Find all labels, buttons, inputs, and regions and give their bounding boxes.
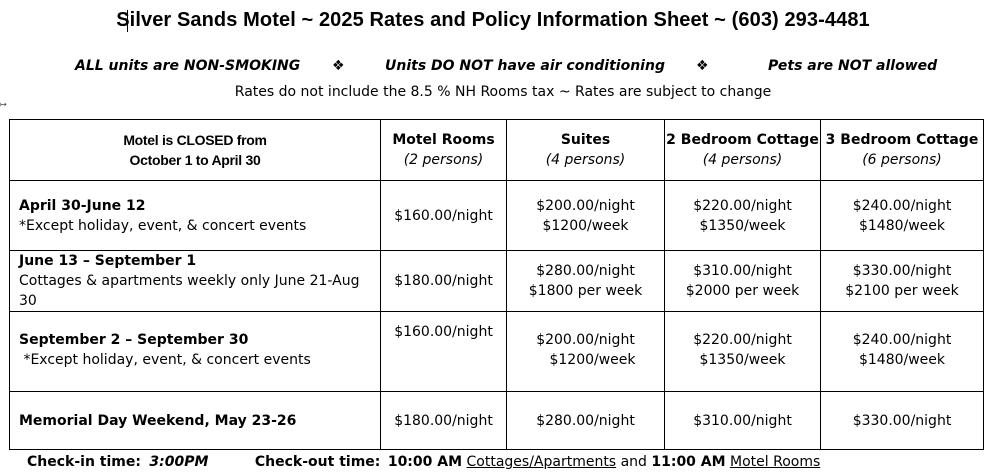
column-name: 2 Bedroom Cottage — [666, 132, 819, 148]
column-name: 3 Bedroom Cottage — [825, 132, 979, 148]
nightly-rate: $280.00/night — [536, 263, 635, 279]
rate-cell — [381, 181, 507, 251]
rate-cell — [381, 312, 507, 392]
rate-cell — [821, 181, 984, 251]
rates-table — [9, 119, 984, 450]
column-header-2-bedroom-cottage — [665, 120, 821, 181]
closed-notice-line1: Motel is CLOSED from — [123, 132, 267, 148]
table-row — [10, 312, 984, 392]
column-capacity: (4 persons) — [702, 152, 783, 168]
nightly-rate: $330.00/night — [852, 263, 952, 279]
checkout-time-motel: 11:00 AM — [651, 454, 726, 470]
nightly-rate: $180.00/night — [394, 273, 493, 289]
checkout-label: Check-out time: — [254, 454, 381, 470]
weekly-rate: $2100 per week — [845, 283, 959, 299]
period-cell — [10, 181, 381, 251]
column-header-suites — [507, 120, 665, 181]
nightly-rate: $180.00/night — [394, 412, 493, 429]
period-cell — [10, 312, 381, 392]
nightly-rate: $240.00/night — [852, 331, 952, 348]
diamond-separator-icon: ❖ — [332, 58, 345, 74]
closed-notice-line2: October 1 to April 30 — [129, 152, 261, 168]
weekly-rate: $2000 per week — [685, 283, 800, 299]
table-row — [10, 181, 984, 251]
weekly-rate: $1200/week — [549, 351, 636, 368]
period-note: *Except holiday, event, & concert events — [19, 217, 307, 234]
rate-cell — [821, 251, 984, 312]
checkout-units-motel: Motel Rooms — [730, 454, 821, 470]
rate-cell — [507, 392, 665, 450]
nightly-rate: $310.00/night — [693, 263, 792, 279]
nightly-rate: $240.00/night — [852, 197, 952, 214]
nightly-rate: $220.00/night — [693, 331, 792, 348]
column-name: Motel Rooms — [392, 132, 495, 148]
checkin-time: 3:00PM — [149, 454, 209, 470]
weekly-rate: $1480/week — [858, 351, 946, 368]
period-note: Cottages & apartments weekly only June 21-Aug 30 — [19, 273, 360, 309]
weekly-rate: $1350/week — [699, 217, 786, 234]
checkin-checkout-line — [27, 454, 820, 470]
column-capacity: (2 persons) — [403, 152, 484, 168]
weekly-rate: $1800 per week — [528, 283, 643, 299]
nightly-rate: $200.00/night — [536, 197, 635, 214]
column-name: Suites — [560, 132, 611, 148]
period-dates: Memorial Day Weekend, May 23-26 — [19, 412, 297, 429]
rate-cell — [821, 392, 984, 450]
rate-cell — [665, 251, 821, 312]
rate-cell — [821, 312, 984, 392]
weekly-rate: $1480/week — [858, 217, 946, 234]
period-dates: April 30-June 12 — [19, 197, 146, 214]
rate-cell — [665, 181, 821, 251]
nightly-rate: $160.00/night — [394, 324, 493, 340]
table-header-row — [10, 120, 984, 181]
column-capacity: (6 persons) — [862, 152, 942, 168]
closed-notice-cell — [10, 120, 381, 181]
rate-cell — [665, 392, 821, 450]
table-row — [10, 392, 984, 450]
weekly-rate: $1350/week — [699, 351, 786, 368]
rate-cell — [507, 251, 665, 312]
column-header-3-bedroom-cottage — [821, 120, 984, 181]
nightly-rate: $280.00/night — [536, 412, 635, 429]
column-header-motel-rooms — [381, 120, 507, 181]
period-note: *Except holiday, event, & concert events — [19, 351, 311, 368]
nightly-rate: $330.00/night — [852, 412, 952, 429]
rate-cell — [507, 181, 665, 251]
period-cell — [10, 392, 381, 450]
tax-note: Rates do not include the 8.5 % NH Rooms tax ~ Rates are subject to change — [234, 84, 772, 100]
nightly-rate: $200.00/night — [536, 331, 635, 348]
rate-cell — [381, 392, 507, 450]
checkin-label: Check-in time: — [27, 454, 141, 470]
non-smoking-policy: ALL units are NON-SMOKING — [75, 58, 301, 74]
and-text: and — [620, 454, 647, 470]
weekly-rate: $1200/week — [542, 217, 629, 234]
checkout-units-cottages: Cottages/Apartments — [466, 454, 617, 470]
column-capacity: (4 persons) — [545, 152, 626, 168]
rate-cell — [665, 312, 821, 392]
nightly-rate: $220.00/night — [693, 197, 792, 214]
no-pets-policy: Pets are NOT allowed — [768, 58, 938, 74]
table-move-handle-icon[interactable]: ↦ — [0, 100, 7, 109]
period-dates: June 13 – September 1 — [19, 253, 197, 269]
checkout-time-cottages: 10:00 AM — [387, 454, 463, 470]
table-row — [10, 251, 984, 312]
period-cell — [10, 251, 381, 312]
period-dates: September 2 – September 30 — [19, 331, 249, 348]
diamond-separator-icon: ❖ — [696, 58, 709, 74]
no-ac-policy: Units DO NOT have air conditioning — [385, 58, 665, 74]
nightly-rate: $310.00/night — [693, 412, 792, 429]
policy-line — [0, 58, 986, 78]
nightly-rate: $160.00/night — [394, 207, 493, 224]
rate-cell — [507, 312, 665, 392]
rate-cell — [381, 251, 507, 312]
page-title: Silver Sands Motel ~ 2025 Rates and Policy Information Sheet ~ (603) 293-4481 — [116, 9, 870, 31]
